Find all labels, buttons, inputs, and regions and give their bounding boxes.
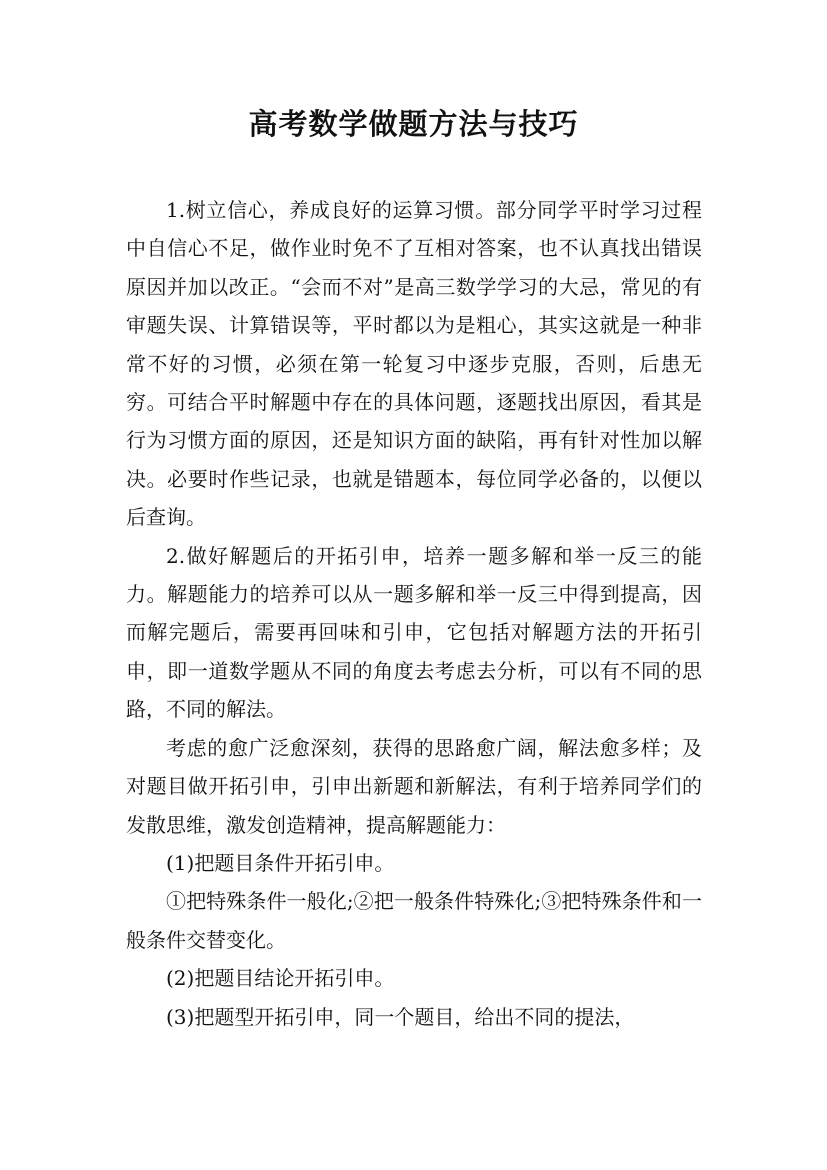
document-title: 高考数学做题方法与技巧 <box>248 107 579 141</box>
paragraph: (3)把题型开拓引申，同一个题目，给出不同的提法， <box>166 1004 635 1029</box>
paragraph: 2.做好解题后的开拓引申，培养一题多解和举一反三的能力。解题能力的培养可以从一题多解和举一反三中得到提高，因而解完题后，需要再回味和引申，它包括对解题方法的开拓引申，即一道数学题从不同的角度去考虑去分析，可以有不同的思路，不同的解法。 <box>126 543 702 722</box>
paragraph: (2)把题目结论开拓引申。 <box>166 966 395 991</box>
document-body <box>126 191 702 1036</box>
paragraph: 1.树立信心，养成良好的运算习惯。部分同学平时学习过程中自信心不足，做作业时免不了互相对答案，也不认真找出错误原因并加以改正。“会而不对”是高三数学学习的大忌，常见的有审题失误、计算错误等，平时都以为是粗心，其实这就是一种非常不好的习惯，必须在第一轮复习中逐步克服，否则，后患无穷。可结合平时解题中存在的具体问题，逐题找出原因，看其是行为习惯方面的原因，还是知识方面的缺陷，再有针对性加以解决。必要时作些记录，也就是错题本，每位同学必备的，以便以后查询。 <box>126 198 702 530</box>
paragraph: (1)把题目条件开拓引申。 <box>166 850 395 875</box>
paragraph: ①把特殊条件一般化;②把一般条件特殊化;③把特殊条件和一般条件交替变化。 <box>126 889 702 952</box>
paragraph: 考虑的愈广泛愈深刻，获得的思路愈广阔，解法愈多样；及对题目做开拓引申，引申出新题和新解法，有利于培养同学们的发散思维，激发创造精神，提高解题能力： <box>126 735 702 837</box>
